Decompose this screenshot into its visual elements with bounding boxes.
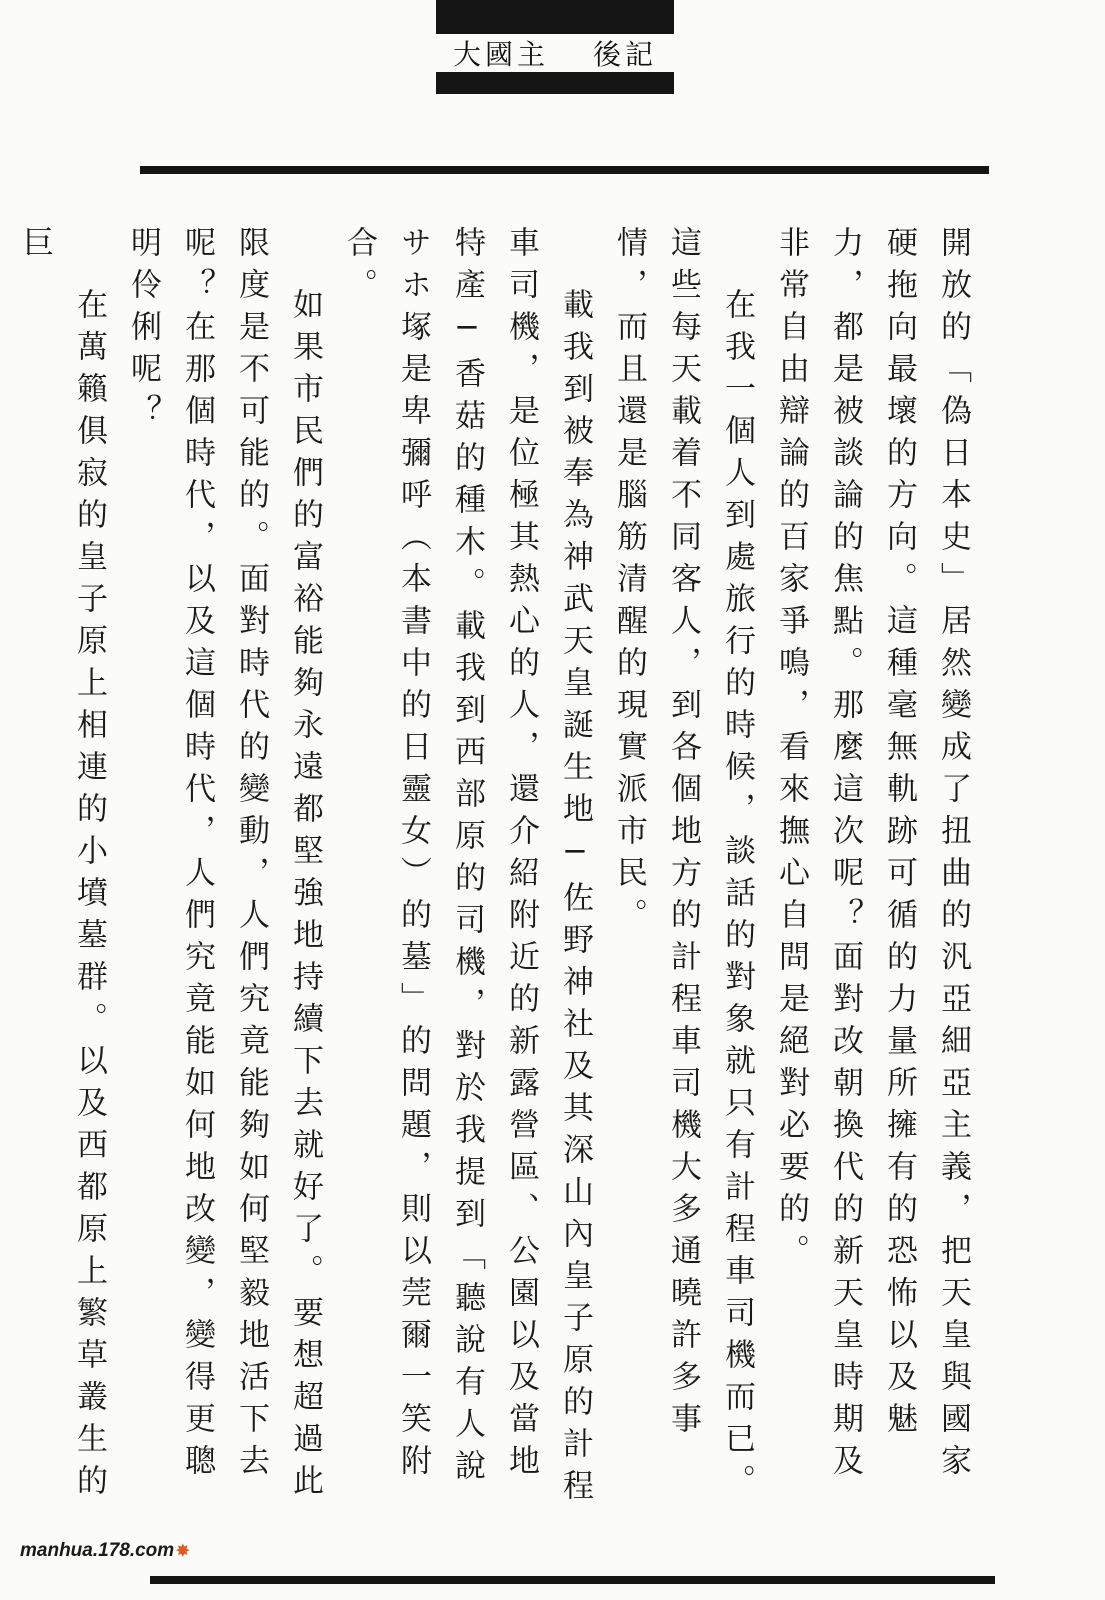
bottom-rule [150,1576,995,1584]
paragraph: 在我一個人到處旅行的時候，談話的對象就只有計程車司機而已。這些每天載着不同客人，到各個地方的計程車司機大多通曉許多事情，而且還是腦筋清醒的現實派市民。 [611,226,755,1506]
watermark-text: manhua.178.com [20,1540,175,1561]
header-bar-bottom [436,72,674,94]
paragraph: 如果市民們的富裕能夠永遠都堅強地持續下去就好了。要想超過此限度是不可能的。面對時代的變動，人們究竟能夠如何堅毅地活下去呢？在那個時代，以及這個時代，人們究竟能如何地改變，變得更聰明伶俐呢？ [125,226,323,1506]
paragraph: 在萬籟俱寂的皇子原上相連的小墳墓群。以及西都原上繁草叢生的巨 [17,226,107,1506]
vertical-text-body [17,226,980,1526]
watermark [20,1540,200,1570]
paragraph: 載我到被奉為神武天皇誕生地─佐野神社及其深山內皇子原的計程車司機，是位極其熱心的人，還介紹附近的新露營區、公園以及當地特產─香菇的種木。載我到西部原的司機，對於我提到「聽說有人說サホ塚是卑彌呼（本書中的日靈女）的墓」的問題，則以莞爾一笑附合。 [341,226,593,1511]
header-title [436,34,674,72]
header-bar-top [436,0,674,34]
paragraph: 開放的「偽日本史」居然變成了扭曲的汎亞細亞主義，把天皇與國家硬拖向最壞的方向。這種毫無軌跡可循的力量所擁有的恐怖以及魅力，都是被談論的焦點。那麼這次呢？面對改朝換代的新天皇時期及非常自由辯論的百家爭鳴，看來撫心自問是絕對必要的。 [773,226,971,1486]
top-rule [140,166,989,174]
book-title: 大國主 [452,38,549,71]
section-title: 後記 [593,38,658,71]
star-icon: ✸ [176,1543,190,1560]
